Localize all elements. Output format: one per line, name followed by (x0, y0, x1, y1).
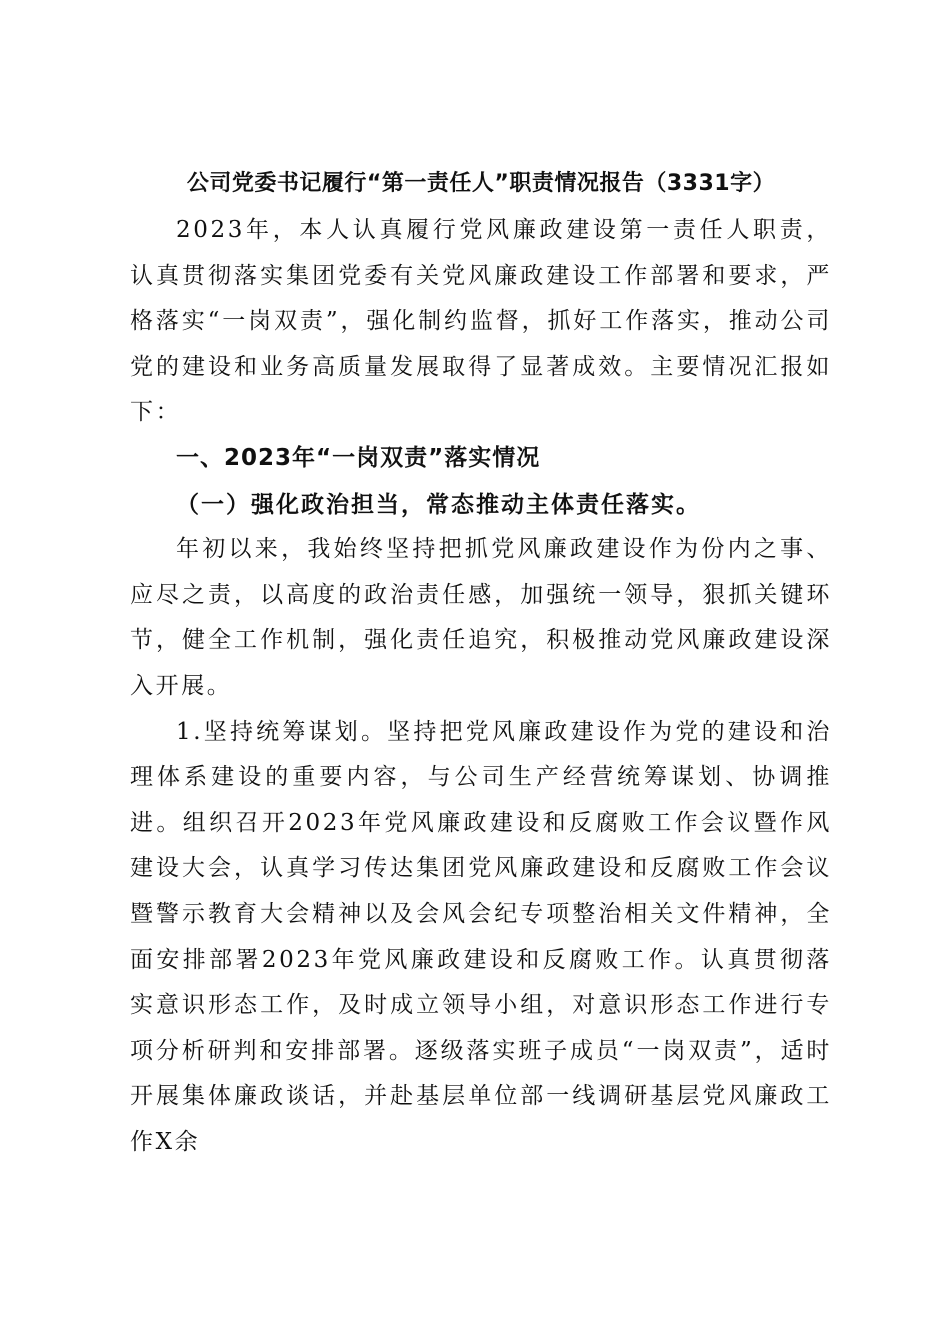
body-paragraph: 1.坚持统筹谋划。坚持把党风廉政建设作为党的建设和治理体系建设的重要内容，与公司生产经营统筹谋划、协调推进。组织召开2023年党风廉政建设和反腐败工作会议暨作风建设大会，认真学习传达集团党风廉政建设和反腐败工作会议暨警示教育大会精神以及会风会纪专项整治相关文件精神，全面安排部署2023年党风廉政建设和反腐败工作。认真贯彻落实意识形态工作，及时成立领导小组，对意识形态工作进行专项分析研判和安排部署。逐级落实班子成员“一岗双责”，适时开展集体廉政谈话，并赴基层单位部一线调研基层党风廉政工作X余 (130, 718, 832, 1155)
subsection-heading: （一）强化政治担当，常态推动主体责任落实。 (176, 490, 701, 518)
section-heading: 一、2023年“一岗双责”落实情况 (176, 444, 541, 471)
document-title: 公司党委书记履行“第一责任人”职责情况报告（3331字） (186, 171, 776, 196)
body-paragraph: 年初以来，我始终坚持把抓党风廉政建设作为份内之事、应尽之责，以高度的政治责任感，加强统一领导，狠抓关键环节，健全工作机制，强化责任追究，积极推动党风廉政建设深入开展。 (130, 536, 832, 699)
document-body (130, 160, 832, 1165)
intro-paragraph: 2023年，本人认真履行党风廉政建设第一责任人职责，认真贯彻落实集团党委有关党风廉政建设工作部署和要求，严格落实“一岗双责”，强化制约监督，抓好工作落实，推动公司党的建设和业务高质量发展取得了显著成效。主要情况汇报如下： (130, 217, 832, 426)
